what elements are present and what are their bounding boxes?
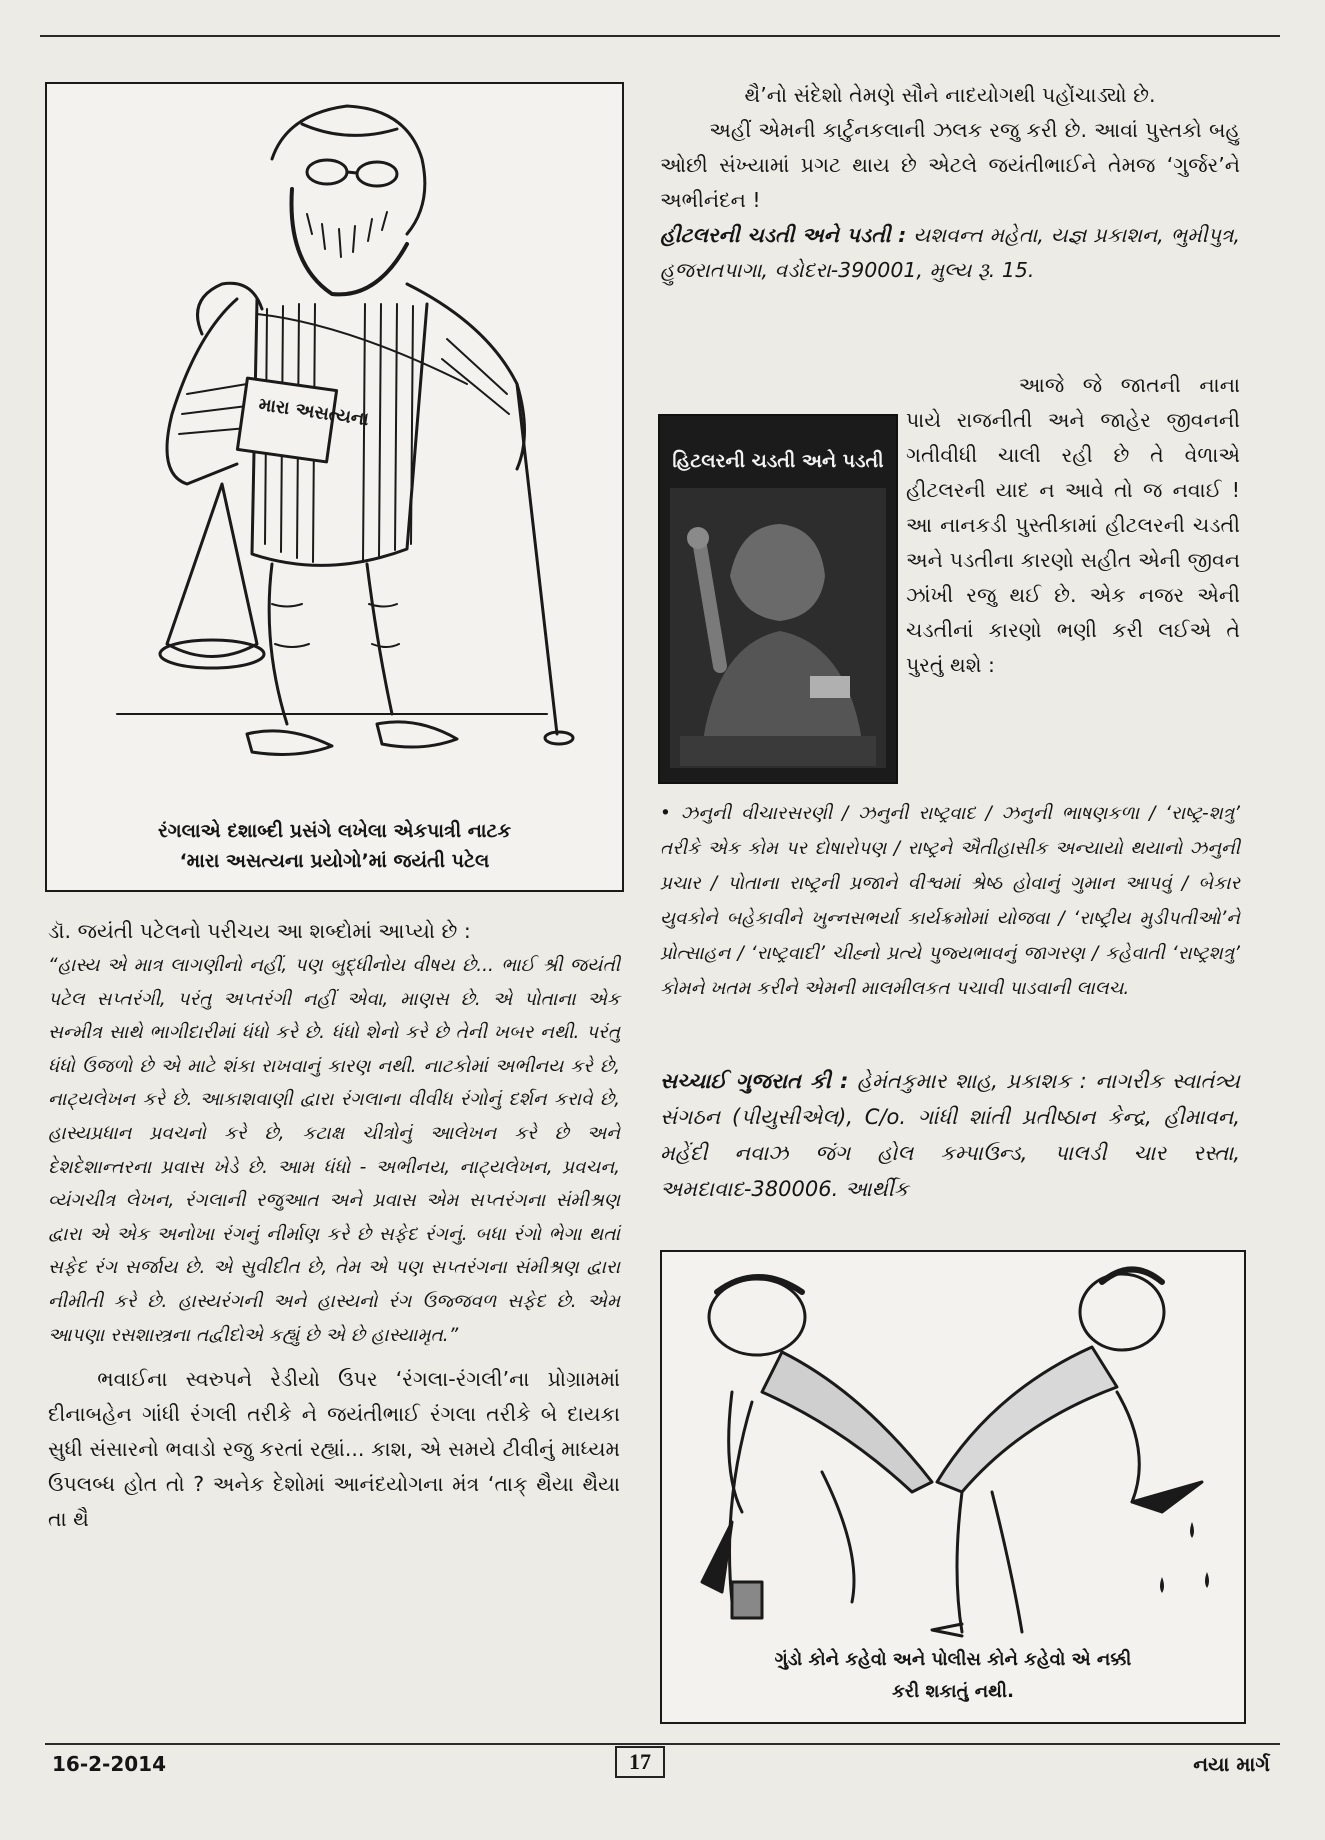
book2-info: હેમંતકુમાર શાહ, પ્રકાશક : નાગરીક સ્વાતંત્ર્ય સંગઠન (પીયુસીએલ), C/o. ગાંધી શાંતી પ્રતીષ્ઠાન કેન્દ્ર, હીમાવન, મહેંદી નવાઝ જંગ હોલ કમ્પાઉન્ડ, પાલડી ચાર રસ્તા, અમદાવાદ-380006. આર્થીક xyxy=(660,1069,1240,1201)
cartoon-figure-left xyxy=(45,82,624,892)
page-number: 17 xyxy=(615,1746,665,1778)
bottom-rule xyxy=(45,1743,1280,1745)
rise-reasons-list xyxy=(660,796,1240,1006)
issue-date: 16-2-2014 xyxy=(52,1752,167,1776)
bhavai-paragraph: ભવાઈના સ્વરુપને રેડીયો ઉપર ‘રંગલા-રંગલી’ના પ્રોગ્રામમાં દીનાબહેન ગાંધી રંગલી તરીકે ને જયંતીભાઈ રંગલા તરીકે બે દાયકા સુધી સંસારનો ભવાડો રજુ કરતાં રહ્યાં... કાશ, એ સમયે ટીવીનું માધ્યમ ઉપલબ્ધ હોત તો ? અનેક દેશોમાં આનંદયોગના મંત્ર ‘તાક્ થૈયા થૈયા તા થૈ xyxy=(48,1367,620,1532)
left-caption-line-2: ‘મારા અસત્યના પ્રયોગો’માં જયંતી પટેલ xyxy=(179,850,490,872)
magazine-name: નયા માર્ગ xyxy=(1193,1752,1270,1776)
cartoon-drawing-rangla xyxy=(47,84,622,804)
book1-info: યશવન્ત મહેતા, યજ્ઞ પ્રકાશન, ભુમીપુત્ર, હુજરાતપાગા, વડોદરા-390001, મુલ્ય રૂ. 15. xyxy=(660,223,1241,282)
hitler-book-cover xyxy=(658,414,898,784)
cartoon-figure-right xyxy=(660,1250,1246,1724)
book1-title: હીટલરની ચડતી અને પડતી : xyxy=(660,223,907,247)
book2-title: સચ્ચાઈ ગુજરાત કી : xyxy=(660,1069,849,1093)
intro-line: ડૉ. જયંતી પટેલનો પરીચય આ શબ્દોમાં આપ્યો છે : xyxy=(48,919,471,943)
left-figure-caption xyxy=(47,816,622,876)
left-caption-line-1: રંગલાએ દશાબ્દી પ્રસંગે લખેલા એકપાત્રી નાટક xyxy=(157,820,512,842)
top-rule xyxy=(40,35,1280,37)
book-review-text xyxy=(906,368,1240,683)
right-figure-caption xyxy=(662,1644,1244,1708)
right-caption-line-1: ગુંડો કોને કહેવો અને પોલીસ કોને કહેવો એ નક્કી xyxy=(774,1649,1132,1670)
cartoon-art-paragraph: અહીં એમની કાર્ટુનકલાની ઝલક રજુ કરી છે. આવાં પુસ્તકો બહુ ઓછી સંખ્યામાં પ્રગટ થાય છે એટલે જયંતીભાઈને તેમજ ‘ગુર્જર’ને અભીનંદન ! xyxy=(660,118,1240,212)
right-column-top xyxy=(660,78,1240,288)
book-cover-photo xyxy=(660,416,896,782)
cartoon-drawing-goons xyxy=(662,1252,1244,1652)
continued-line: થૈ’નો સંદેશો તેમણે સૌને નાદયોગથી પહોંચાડ્યો છે. xyxy=(744,83,1156,107)
book-cover-title: હિટલરની ચડતી અને પડતી xyxy=(672,450,884,472)
profile-quote: “હાસ્ય એ માત્ર લાગણીનો નહીં, પણ બુદ્ધીનોય વીષય છે... ભાઈ શ્રી જયંતી પટેલ સપ્તરંગી, પરંતુ અપ્તરંગી નહીં એવા, માણસ છે. એ પોતાના એક સન્મીત્ર સાથે ભાગીદારીમાં ધંધો કરે છે. ધંધો શેનો કરે છે તેની ખબર નથી. પરંતુ ધંધો ઉજળો છે એ માટે શંકા રાખવાનું કારણ નથી. નાટકોમાં અભીનય કરે છે, નાટ્યલેખન કરે છે. આકાશવાણી દ્વારા રંગલાના વીવીધ રંગોનું દર્શન કરાવે છે, હાસ્યપ્રધાન પ્રવચનો કરે છે, કટાક્ષ ચીત્રોનું આલેખન કરે છે અને દેશદેશાન્તરના પ્રવાસ ખેડે છે. આમ ધંધો - અભીનય, નાટ્યલેખન, પ્રવચન, વ્યંગચીત્ર લેખન, રંગલાની રજુઆત અને પ્રવાસ એમ સપ્તરંગના સંમીશ્રણ દ્વારા એ એક અનોખા રંગનું નીર્માણ કરે છે સફેદ રંગનું. બધા રંગો ભેગા થતાં સફેદ રંગ સર્જાય છે. એ સુવીદીત છે, તેમ એ પણ સપ્તરંગના સંમીશ્રણ દ્વારા નીમીતી કરે છે. હાસ્યરંગની અને હાસ્યનો રંગ ઉજ્જવળ સફેદ છે. એમ આપણા રસશાસ્ત્રના તદ્વીદોએ કહ્યું છે એ છે હાસ્યામૃત.” xyxy=(48,955,620,1346)
book-label: મારા અસત્યના xyxy=(257,394,371,431)
hitler-review-paragraph: આજે જે જાતની નાના પાયે રાજનીતી અને જાહેર જીવનની ગતીવીધી ચાલી રહી છે તે વેળાએ હીટલરની યાદ ન આવે તો જ નવાઈ ! આ નાનકડી પુસ્તીકામાં હીટલરની ચડતી અને પડતીના કારણો સહીત એની જીવન ઝાંખી રજુ થઈ છે. એક નજર એની ચડતીનાં કારણો ભણી કરી લઈએ તે પુરતું થશે : xyxy=(906,373,1240,677)
right-caption-line-2: કરી શકાતું નથી. xyxy=(892,1681,1014,1702)
rise-reasons-text: • ઝનુની વીચારસરણી / ઝનુની રાષ્ટ્રવાદ / ઝનુની ભાષણકળા / ‘રાષ્ટ્ર-શત્રુ’ તરીકે એક કોમ પર દોષારોપણ / રાષ્ટ્રને ઐતીહાસીક અન્યાયો થયાનો ઝનુની પ્રચાર / પોતાના રાષ્ટ્રની પ્રજાને વીશ્વમાં શ્રેષ્ઠ હોવાનું ગુમાન આપવું / બેકાર યુવકોને બહેકાવીને ખુન્નસભર્યા કાર્યક્રમોમાં યોજવા / ‘રાષ્ટ્રીય મુડીપતીઓ’ને પ્રોત્સાહન / ‘રાષ્ટ્રવાદી’ ચીહ્નો પ્રત્યે પુજ્યભાવનું જાગરણ / કહેવાતી ‘રાષ્ટ્રશત્રુ’ કોમને ખતમ કરીને એમની માલમીલકત પચાવી પાડવાની લાલચ. xyxy=(660,803,1240,999)
left-column-text xyxy=(48,914,620,1537)
book2-entry xyxy=(660,1063,1240,1207)
